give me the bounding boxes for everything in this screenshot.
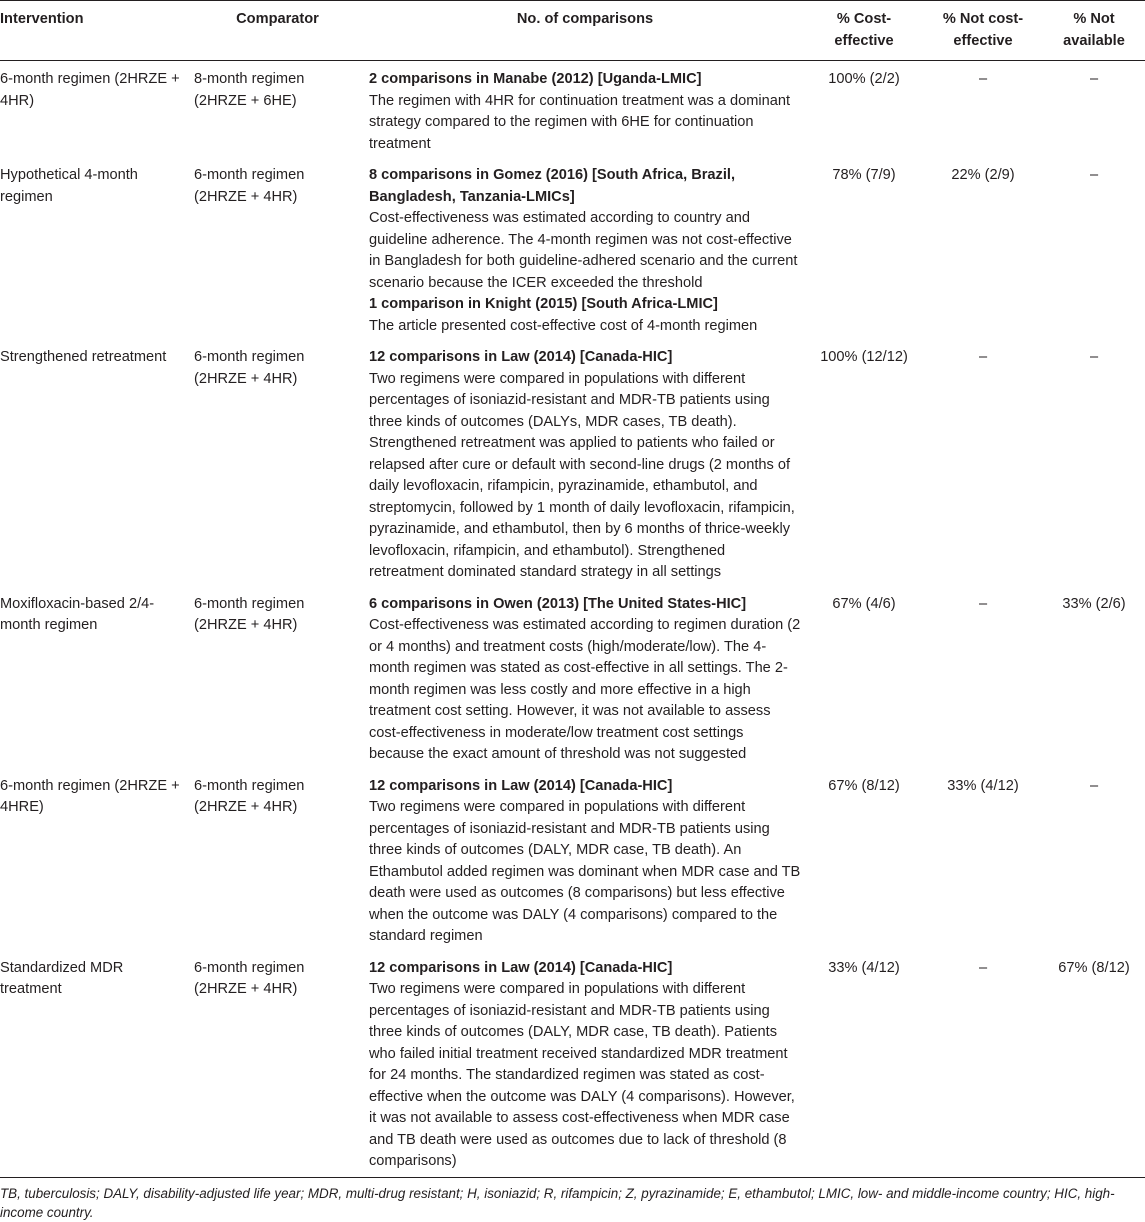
table-row (0, 61, 1145, 166)
cost-effective-cell: 78% (7/9) (832, 167, 896, 183)
comparator-cell: 6-month regimen (2HRZE + 4HR) (190, 958, 365, 1178)
intervention-cell: Hypothetical 4-month regimen (0, 167, 138, 205)
comparisons-cell (365, 594, 805, 776)
cost-effective-cell: 100% (2/2) (828, 71, 900, 87)
study-description: Two regimens were compared in populations with different percentages of isoniazid-resistant and MDR-TB patients using three kinds of outcomes (DALYs, MDR cases, TB death). Strengthened retreatment was applied to patients who failed or relapsed after cure or default with second-line drugs (2 months of daily levofloxacin, rifampicin, pyrazinamide, ethambutol, and streptomycin, followed by 1 month of daily levofloxacin, rifampicin, pyrazinamide, and ethambutol, then by 6 months of thrice-weekly levofloxacin, rifampicin, and ethambutol). Strengthened retreatment dominated standard strategy in all settings (369, 370, 795, 580)
comparisons-cell (365, 776, 805, 958)
cost-effective-cell: 67% (8/12) (828, 777, 900, 794)
comparisons-cell (365, 61, 805, 166)
study-title: 12 comparisons in Law (2014) [Canada-HIC] (369, 777, 673, 794)
header-row (0, 1, 1145, 61)
intervention-cell: 6-month regimen (2HRZE + 4HR) (0, 71, 180, 109)
cost-effective-cell: 33% (4/12) (805, 958, 923, 1178)
intervention-cell: Strengthened retreatment (0, 349, 167, 365)
table-row (0, 165, 1145, 347)
study-description: The article presented cost-effective cost of 4-month regimen (369, 317, 758, 334)
table-footnote: TB, tuberculosis; DALY, disability-adjusted life year; MDR, multi-drug resistant; H, isoniazid; R, rifampicin; Z, pyrazinamide; E, ethambutol; LMIC, low- and middle-income country; HIC, high-income country. (0, 1185, 1115, 1220)
study-title: 12 comparisons in Law (2014) [Canada-HIC] (369, 959, 673, 976)
intervention-cell: Moxifloxacin-based 2/4-month regimen (0, 595, 155, 633)
not-available-cell: – (1089, 777, 1099, 794)
cost-effective-cell: 67% (4/6) (832, 595, 896, 612)
comparator-cell: 6-month regimen (2HRZE + 4HR) (194, 595, 305, 633)
comparisons-cell (365, 165, 805, 347)
not-available-cell: 33% (2/6) (1062, 595, 1126, 612)
not-cost-effective-cell: – (923, 958, 1043, 1178)
study-title: 1 comparison in Knight (2015) [South Africa-LMIC] (369, 296, 718, 312)
not-cost-effective-cell: 22% (2/9) (951, 167, 1015, 183)
table-row (0, 347, 1145, 594)
header-comparisons: No. of comparisons (365, 1, 805, 61)
study-title: 2 comparisons in Manabe (2012) [Uganda-LMIC] (369, 71, 702, 87)
table-row (0, 958, 1145, 1178)
header-not-available: % Not available (1043, 1, 1145, 61)
header-cost-effective: % Cost-effective (805, 1, 923, 61)
not-cost-effective-cell: – (978, 71, 988, 87)
not-available-cell: – (1089, 167, 1099, 183)
comparator-cell: 6-month regimen (2HRZE + 4HR) (194, 349, 305, 387)
study-description: Cost-effectiveness was estimated according to regimen duration (2 or 4 months) and treatment costs (high/moderate/low). The 4-month regimen was stated as cost-effective in all settings. The 2-month regimen was less costly and more effective in a high treatment cost setting. However, it was not available to assess cost-effectiveness in moderate/low treatment cost settings because the exact amount of threshold was not suggested (369, 617, 801, 762)
study-description: The regimen with 4HR for continuation treatment was a dominant strategy compared to the regimen with 6HE for continuation treatment (369, 92, 790, 152)
intervention-cell: Standardized MDR treatment (0, 958, 190, 1178)
header-comparator: Comparator (190, 1, 365, 61)
comparator-cell: 6-month regimen (2HRZE + 4HR) (194, 777, 305, 815)
comparator-cell: 8-month regimen (2HRZE + 6HE) (194, 71, 305, 109)
study-description: Two regimens were compared in populations with different percentages of isoniazid-resistant and MDR-TB patients using three kinds of outcomes (DALY, MDR case, TB death). An Ethambutol added regimen was dominant when MDR case and TB death were used as outcomes (8 comparisons) but less effective when the outcome was DALY (4 comparisons) compared to the standard regimen (369, 799, 801, 944)
header-intervention: Intervention (0, 1, 190, 61)
study-description: Cost-effectiveness was estimated according to country and guideline adherence. The 4-month regimen was not cost-effective in Bangladesh for both guideline-adhered scenario and the current scenario because the ICER exceeded the threshold (369, 210, 798, 291)
not-cost-effective-cell: 33% (4/12) (947, 777, 1019, 794)
table-row (0, 594, 1145, 776)
table-row (0, 776, 1145, 958)
not-cost-effective-cell: – (978, 349, 988, 365)
study-description: Two regimens were compared in populations with different percentages of isoniazid-resistant and MDR-TB patients using three kinds of outcomes (DALY, MDR case, TB death). Patients who failed initial treatment received standardized MDR treatment for 24 months. The standardized regimen was stated as cost-effective when the outcome was DALY (4 comparisons). However, it was not available to assess cost-effectiveness when MDR case and TB death were used as outcomes due to lack of threshold (8 comparisons) (369, 981, 795, 1169)
not-available-cell: – (1089, 71, 1099, 87)
comparator-cell: 6-month regimen (2HRZE + 4HR) (194, 167, 305, 205)
study-title: 12 comparisons in Law (2014) [Canada-HIC] (369, 349, 673, 365)
not-cost-effective-cell: – (978, 595, 988, 612)
comparisons-cell (365, 958, 805, 1178)
not-available-cell: – (1089, 349, 1099, 365)
study-title: 8 comparisons in Gomez (2016) [South Africa, Brazil, Bangladesh, Tanzania-LMICs] (369, 167, 736, 205)
header-not-cost-effective: % Not cost-effective (923, 1, 1043, 61)
not-available-cell: 67% (8/12) (1043, 958, 1145, 1178)
cost-effective-cell: 100% (12/12) (820, 349, 908, 365)
study-title: 6 comparisons in Owen (2013) [The United States-HIC] (369, 595, 747, 612)
comparisons-cell (365, 347, 805, 594)
intervention-cell: 6-month regimen (2HRZE + 4HRE) (0, 777, 180, 815)
